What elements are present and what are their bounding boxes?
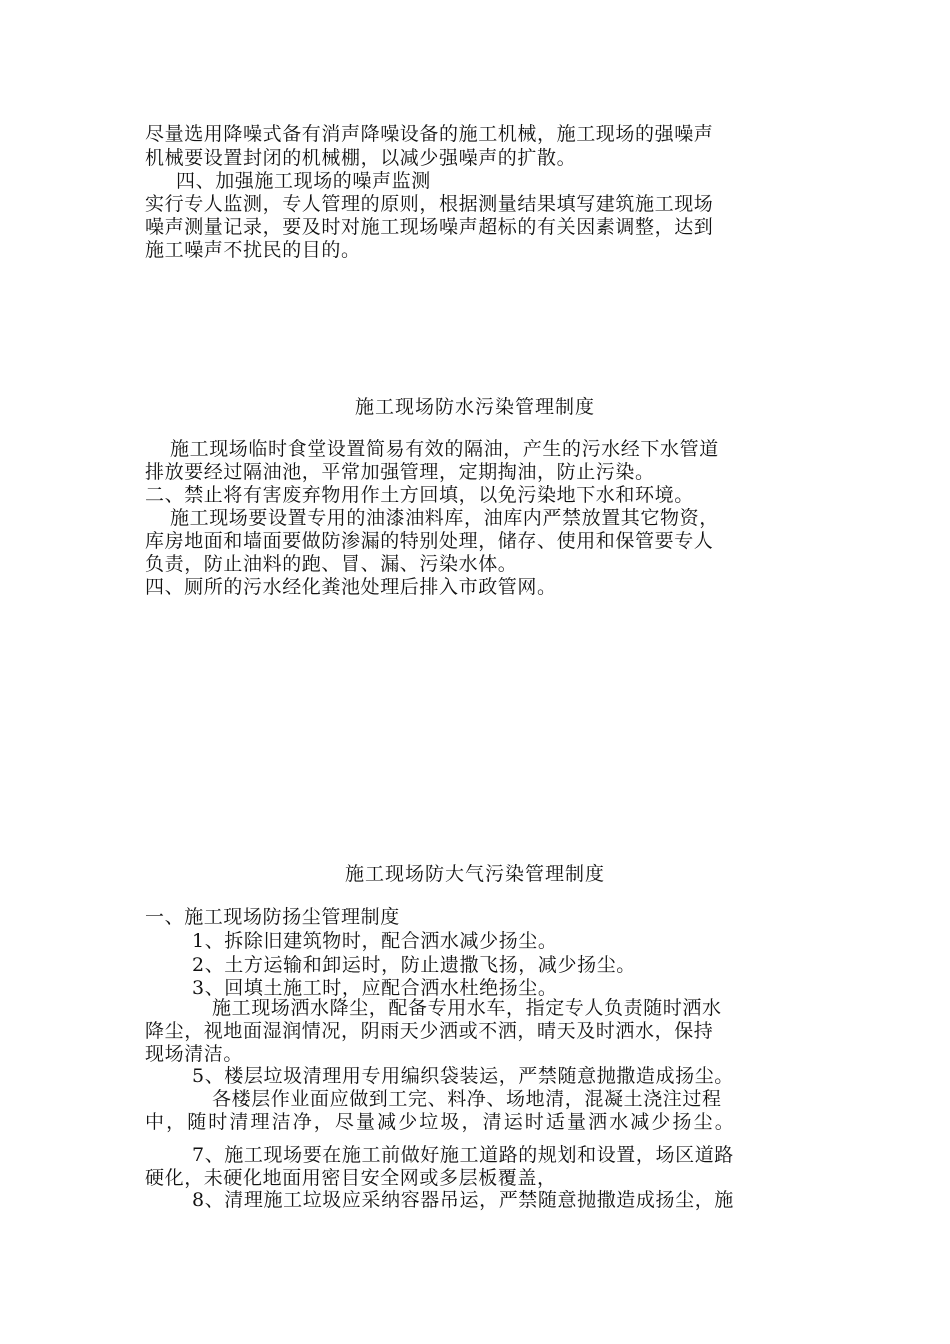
list-item: 5、楼层垃圾清理用专用编织袋装运，严禁随意抛撒造成扬尘。 xyxy=(192,1065,734,1087)
paragraph-line: 排放要经过隔油池，平常加强管理，定期掏油，防止污染。 xyxy=(145,461,655,483)
section-title: 施工现场防水污染管理制度 xyxy=(354,396,595,418)
list-item: 3、回填土施工时，应配合洒水杜绝扬尘。 xyxy=(192,977,558,999)
paragraph-line: 负责，防止油料的跑、冒、漏、污染水体。 xyxy=(145,553,518,575)
list-item: 2、土方运输和卸运时，防止遗撒飞扬，减少扬尘。 xyxy=(192,954,636,976)
list-item: 1、拆除旧建筑物时，配合洒水减少扬尘。 xyxy=(192,930,558,952)
paragraph-line: 施工现场洒水降尘，配备专用水车，指定专人负责随时洒水 xyxy=(212,997,722,1019)
paragraph-line: 施工噪声不扰民的目的。 xyxy=(145,239,361,261)
paragraph-line: 硬化，未硬化地面用密目安全网或多层板覆盖， xyxy=(145,1167,557,1189)
paragraph-line: 库房地面和墙面要做防渗漏的特别处理，储存、使用和保管要专人 xyxy=(145,530,714,552)
subheading: 一、施工现场防扬尘管理制度 xyxy=(145,906,400,928)
paragraph-line: 施工现场临时食堂设置简易有效的隔油，产生的污水经下水管道 xyxy=(170,438,719,460)
paragraph-line: 四、厕所的污水经化粪池处理后排入市政管网。 xyxy=(145,576,557,598)
list-item: 7、施工现场要在施工前做好施工道路的规划和设置，场区道路 xyxy=(192,1144,734,1166)
paragraph-line: 施工现场要设置专用的油漆油料库，油库内严禁放置其它物资， xyxy=(170,507,719,529)
section-title: 施工现场防大气污染管理制度 xyxy=(344,863,605,885)
subheading: 四、加强施工现场的噪声监测 xyxy=(176,170,431,192)
paragraph-line: 噪声测量记录，要及时对施工现场噪声超标的有关因素调整，达到 xyxy=(145,216,714,238)
paragraph-line: 降尘，视地面湿润情况，阴雨天少洒或不洒，晴天及时洒水，保持 xyxy=(145,1020,714,1042)
paragraph-line: 现场清洁。 xyxy=(145,1043,244,1065)
paragraph-line: 实行专人监测，专人管理的原则，根据测量结果填写建筑施工现场 xyxy=(145,193,714,215)
list-item: 8、清理施工垃圾应采纳容器吊运，严禁随意抛撒造成扬尘，施 xyxy=(192,1189,734,1211)
paragraph-line: 中，随时清理洁净，尽量减少垃圾，清运时适量洒水减少扬尘。 xyxy=(145,1111,736,1133)
paragraph-line: 机械要设置封闭的机械棚，以减少强噪声的扩散。 xyxy=(145,147,577,169)
paragraph-line: 尽量选用降噪式备有消声降噪设备的施工机械，施工现场的强噪声 xyxy=(145,123,714,145)
paragraph-line: 各楼层作业面应做到工完、料净、场地清，混凝土浇注过程 xyxy=(212,1088,722,1110)
paragraph-line: 二、禁止将有害废弃物用作土方回填，以免污染地下水和环境。 xyxy=(145,484,694,506)
